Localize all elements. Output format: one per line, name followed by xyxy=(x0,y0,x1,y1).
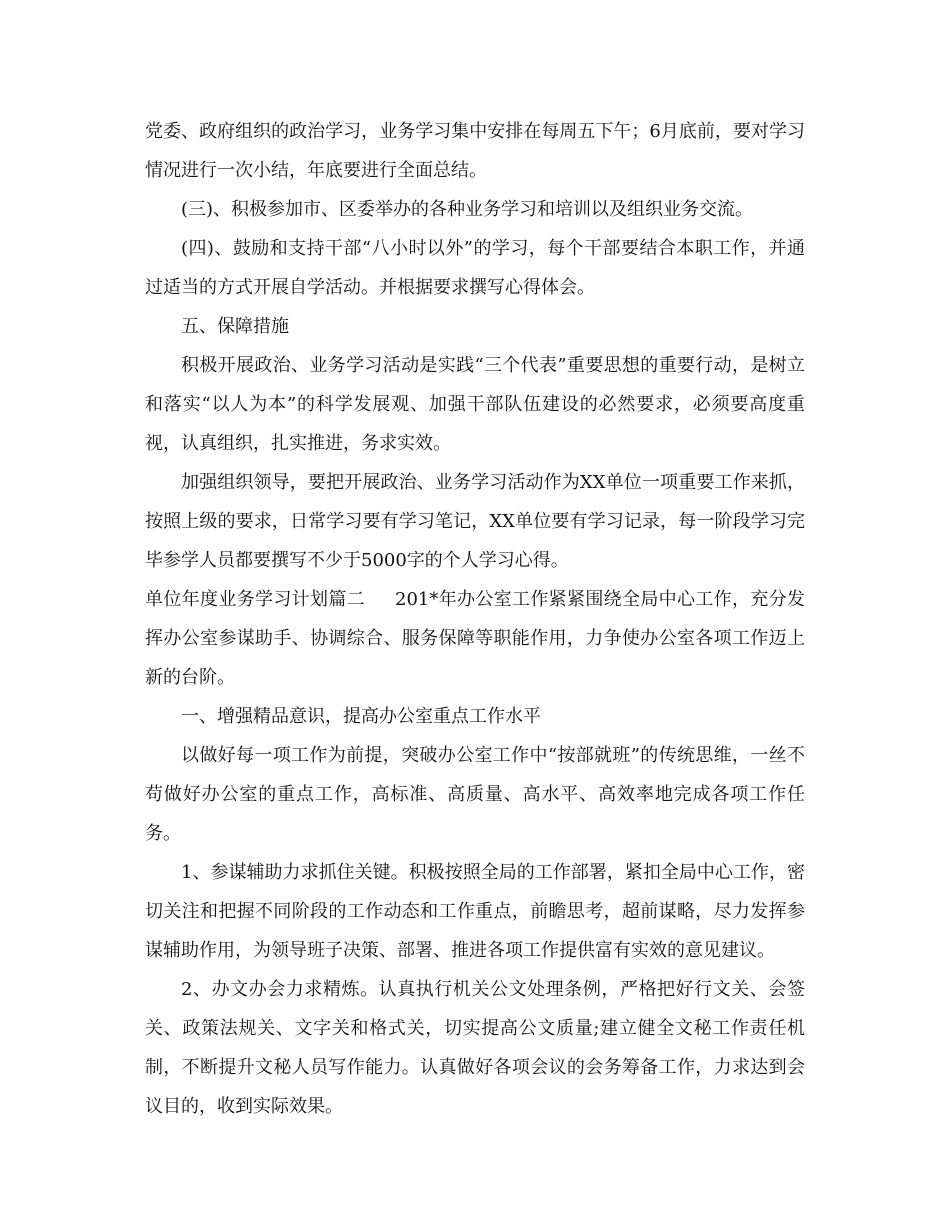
paragraph-key-work: 以做好每一项工作为前提，突破办公室工作中“按部就班”的传统思维，一丝不苟做好办公室的重点工作，高标准、高质量、高水平、高效率地完成各项工作任务。 xyxy=(145,745,805,844)
heading-quality-awareness: 一、增强精品意识，提高办公室重点工作水平 xyxy=(181,706,541,727)
paragraph-documents-meetings: 2、办文办会力求精炼。认真执行机关公文处理条例，严格把好行文关、会签关、政策法规关、文字关和格式关，切实提高公文质量;建立健全文秘工作责任机制，不断提升文秘人员写作能力。认真做好各项会议的会务筹备工作，力求达到会议目的，收到实际效果。 xyxy=(145,979,805,1117)
paragraph-advisory-role: 1、参谋辅助力求抓住关键。积极按照全局的工作部署，紧扣全局中心工作，密切关注和把握不同阶段的工作动态和工作重点，前瞻思考，超前谋略，尽力发挥参谋辅助作用，为领导班子决策、部署、推进各项工作提供富有实效的意见建议。 xyxy=(145,862,805,961)
paragraph-political-study: 积极开展政治、业务学习活动是实践“三个代表”重要思想的重要行动，是树立和落实“以人为本”的科学发展观、加强干部队伍建设的必然要求，必须要高度重视，认真组织，扎实推进，务求实效。 xyxy=(145,355,805,454)
paragraph-study-schedule: 党委、政府组织的政治学习，业务学习集中安排在每周五下午；6月底前，要对学习情况进行一次小结，年底要进行全面总结。 xyxy=(145,121,805,181)
section-two-heading: 单位年度业务学习计划篇二 xyxy=(145,589,365,610)
paragraph-item-four: (四)、鼓励和支持干部“八小时以外”的学习，每个干部要结合本职工作，并通过适当的方式开展自学活动。并根据要求撰写心得体会。 xyxy=(145,238,805,298)
document-body xyxy=(145,112,805,1126)
section-two-paragraph xyxy=(145,580,805,697)
paragraph-leadership: 加强组织领导，要把开展政治、业务学习活动作为XX单位一项重要工作来抓，按照上级的要求，日常学习要有学习笔记，XX单位要有学习记录，每一阶段学习完毕参学人员都要撰写不少于5000字的个人学习心得。 xyxy=(145,472,805,571)
section-two-intro: 201*年办公室工作紧紧围绕全局中心工作，充分发挥办公室参谋助手、协调综合、服务保障等职能作用，力争使办公室各项工作迈上新的台阶。 xyxy=(145,589,806,688)
paragraph-item-three: (三)、积极参加市、区委举办的各种业务学习和培训以及组织业务交流。 xyxy=(181,199,754,220)
heading-safeguard-measures: 五、保障措施 xyxy=(181,316,289,337)
